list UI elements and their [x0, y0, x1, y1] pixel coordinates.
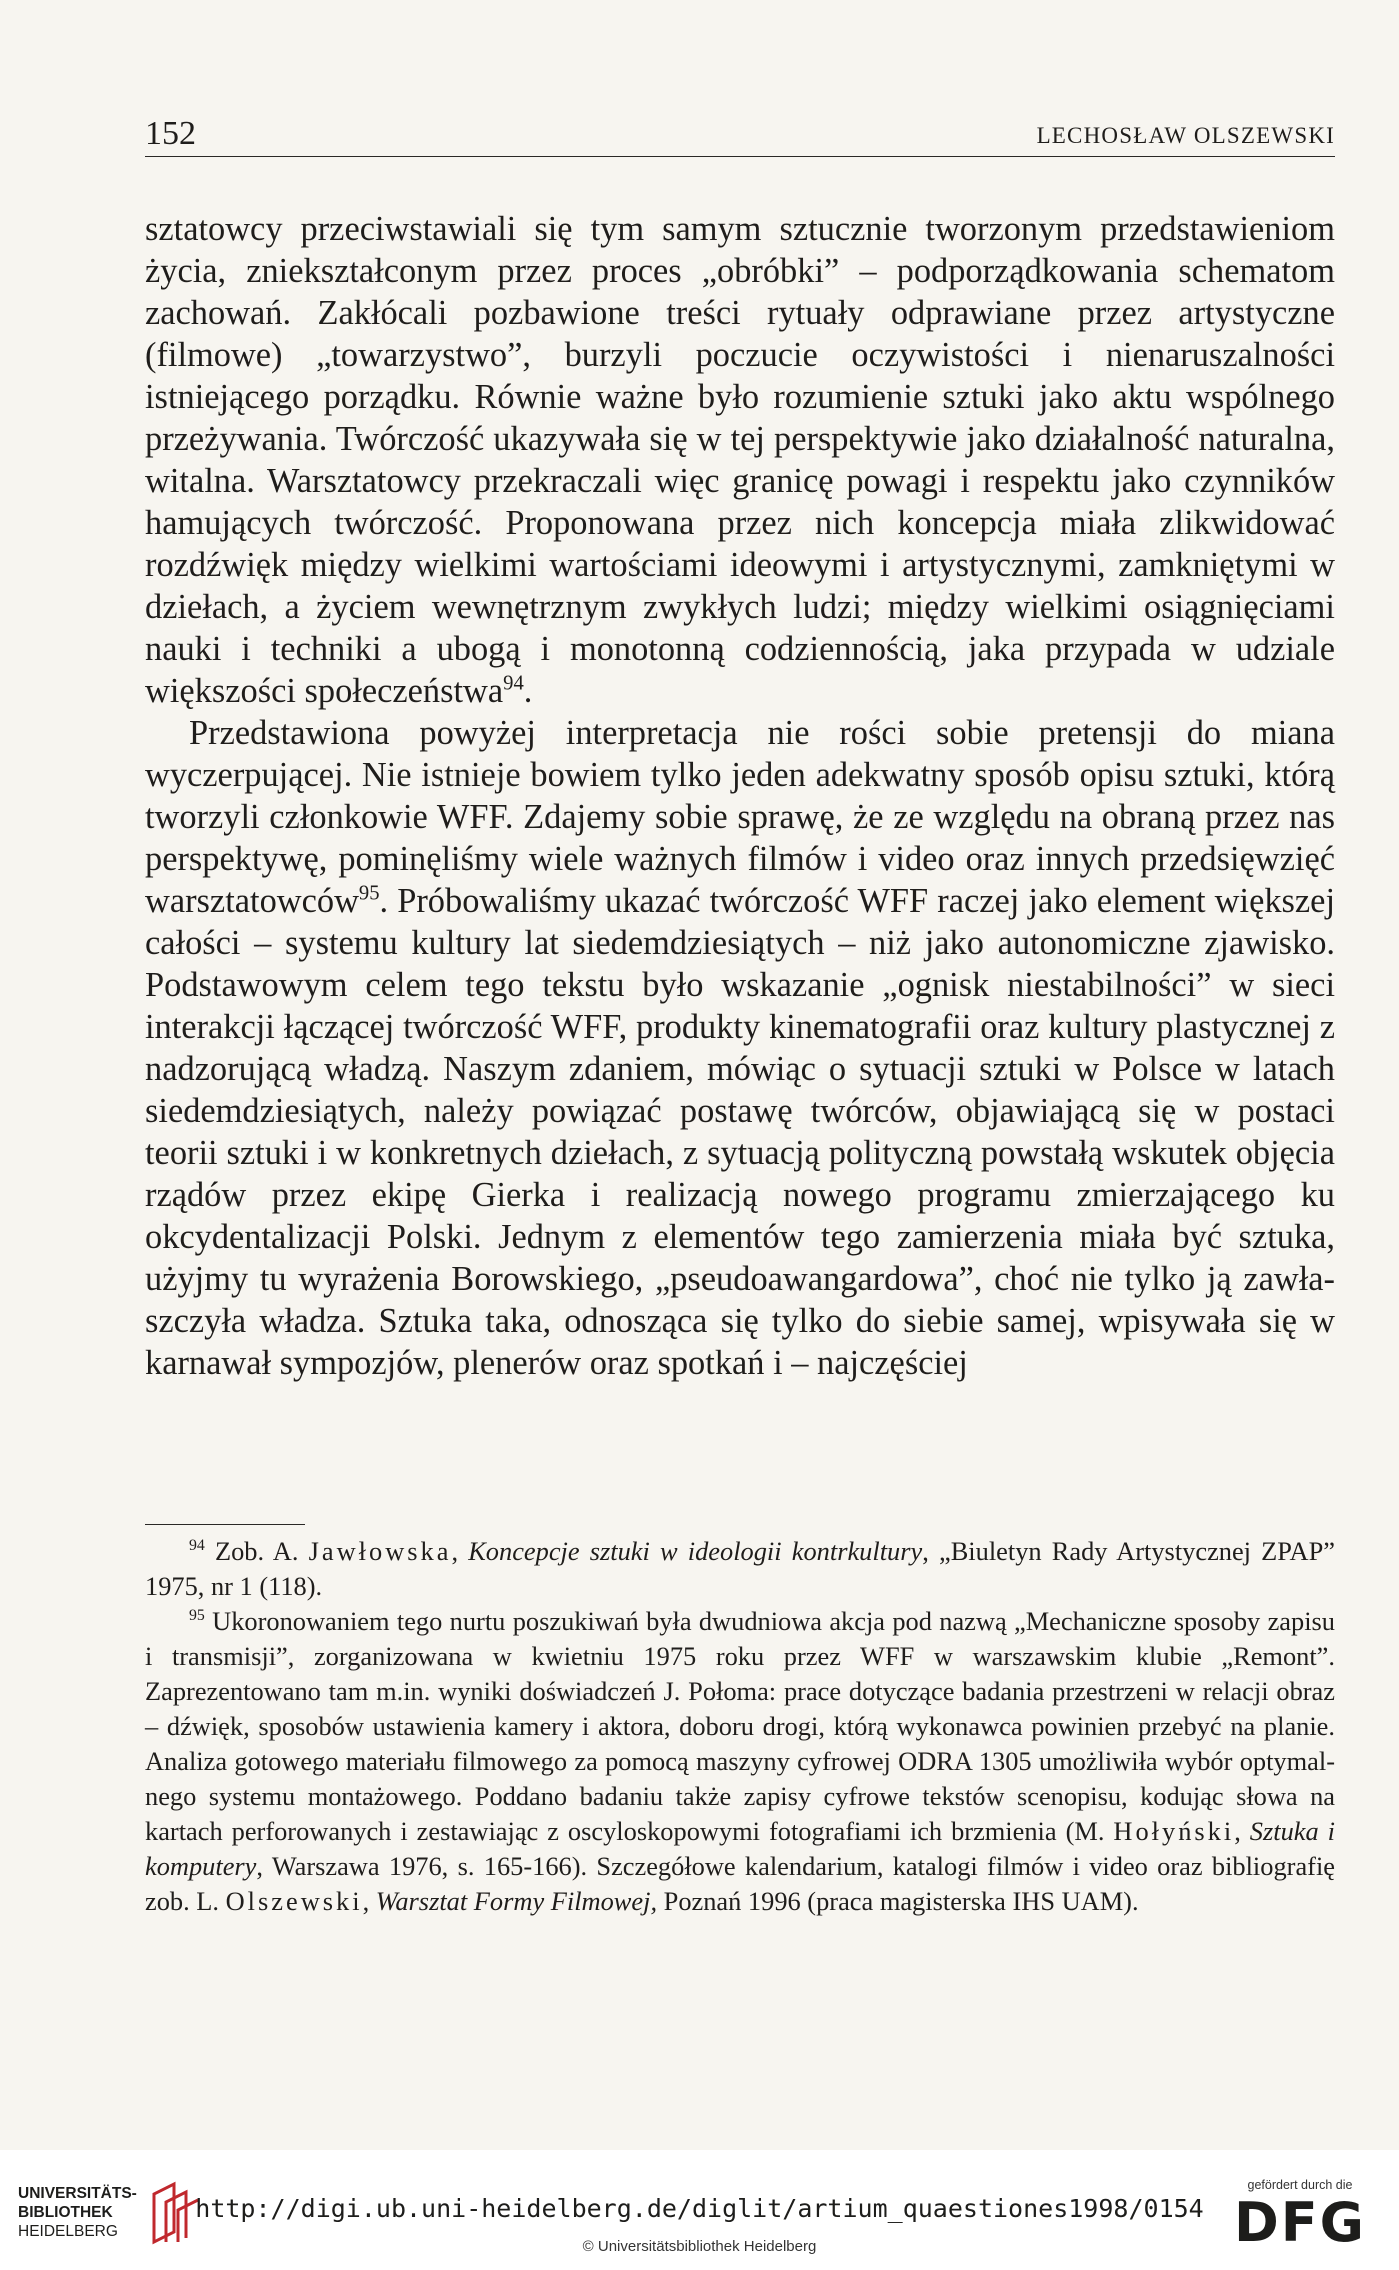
footnote-95-title-1: Sztuka i komputery: [145, 1816, 1335, 1881]
footnote-95-text-5: Poznań 1996 (praca magisterska IHS UAM).: [657, 1886, 1139, 1916]
footnote-95-author-1: Hołyński: [1113, 1816, 1235, 1846]
footnote-ref-94[interactable]: 94: [503, 672, 524, 695]
funder-name: DFG: [1233, 2191, 1367, 2254]
footnote-94-text-2: ,: [451, 1536, 469, 1566]
footnote-95-author-2: Olszewski: [225, 1886, 363, 1916]
footnote-94-author: Jawłowska: [308, 1536, 452, 1566]
footnote-95-text-1: Ukoronowaniem tego nurtu poszukiwań była dwudniowa akcja pod nazwą „Mechaniczne sposoby zapisu i transmisji”, zorganizowana w kwietniu 1975 roku przez WFF w warszawskim klubie „Remont”. Zaprezentowano tam m.in. wyniki doświadczeń J. Połoma: prace dotyczące badania przestrzeni w relacji obraz – dźwięk, sposobów ustawienia kamery i aktora, doboru drogi, którą wykonawca powinien przebyć na planie. Analiza gotowego materiału filmowego za pomocą maszyny cyfrowej ODRA 1305 umożliwiła wybór optymalnego systemu montażowego. Poddano badaniu także zapisy cyfrowe tekstów scenopisu, kodując słowa na kartach perforowanych i zestawiając z oscyloskopowymi fotografiami ich brzmienia (M.: [145, 1606, 1335, 1846]
dfg-logo[interactable]: [1225, 2178, 1375, 2258]
footnote-95: [145, 1604, 1335, 1919]
footnote-94-text-1: Zob. A.: [204, 1536, 309, 1566]
page-header: [145, 112, 1335, 157]
footnote-95-number: 95: [189, 1607, 205, 1625]
library-name-line-2: BIBLIOTHEK: [18, 2204, 113, 2221]
permalink-url[interactable]: http://digi.ub.uni-heidelberg.de/diglit/artium_quaestiones1998/0154: [195, 2194, 1204, 2223]
footnote-divider: [145, 1524, 305, 1525]
digitization-footer: [0, 2150, 1399, 2270]
paragraph-2-text-a: Przedstawiona powyżej interpretacja nie rości sobie pretensji do miana wyczerpującej. Nie istnieje bowiem tylko jeden adekwatny sposób opisu sztuki, którą tworzyli członkowie WFF. Zdajemy sobie sprawę, że ze względu na obraną przez nas perspektywę, pominęliśmy wiele ważnych filmów i video oraz innych przedsięwzięć warsztatowców: [145, 714, 1335, 920]
copyright-notice: © Universitätsbibliothek Heidelberg: [582, 2238, 817, 2255]
footnote-94-text-3: , „Biuletyn Rady Artystycznej ZPAP” 1975, nr 1 (118).: [145, 1536, 1336, 1601]
footnote-94-number: 94: [189, 1537, 205, 1555]
footnote-95-text-4: ,: [362, 1886, 376, 1916]
paragraph-2: [145, 712, 1335, 1384]
page-number: 152: [145, 115, 196, 152]
library-name-line-1: UNIVERSITÄTS-: [18, 2185, 137, 2202]
footnote-ref-95[interactable]: 95: [358, 882, 380, 905]
paragraph-1: [145, 208, 1335, 712]
footnote-95-title-2: Warsztat Formy Filmowej,: [375, 1886, 658, 1916]
footnotes: [145, 1534, 1335, 1919]
funder-caption: gefördert durch die: [1247, 2178, 1353, 2192]
footnote-94-title: Koncepcje sztuki w ideologii kontrkultury: [468, 1536, 923, 1566]
footnote-94: [145, 1534, 1335, 1604]
main-text: [145, 208, 1335, 1384]
running-head-author: LECHOSŁAW OLSZEWSKI: [1036, 123, 1335, 148]
paragraph-2-text-b: . Próbowaliśmy ukazać twórczość WFF raczej jako element większej całości – systemu kultury lat siedemdziesiątych – niż jako autonomiczne zjawisko. Podstawowym celem tego tekstu było wskazanie „ognisk niestabilności” w sieci interakcji łączącej twórczość WFF, produkty kinematografii oraz kultury plastycznej z nadzorującą władzą. Naszym zdaniem, mówiąc o sytuacji sztuki w Polsce w latach siedemdziesiątych, należy powiązać postawę twórców, objawiającą się w postaci teorii sztuki i w konkretnych dziełach, z sytuacją polityczną powstałą wskutek objęcia rządów przez ekipę Gierka i realizacją nowego programu zmierzającego ku okcydentalizacji Polski. Jednym z elementów tego zamierzenia miała być sztuka, użyjmy tu wyrażenia Borowskiego, „pseudoawangardowa”, choć nie tylko ją zawłaszczyła władza. Sztuka taka, odnosząca się tylko do siebie samej, wpisywała się w karnawał sympozjów, plenerów oraz spotkań i – najczęściej: [145, 882, 1335, 1382]
footnote-95-text-2: ,: [1234, 1816, 1250, 1846]
library-name-line-3: HEIDELBERG: [18, 2223, 118, 2240]
paragraph-1-text: sztatowcy przeciwstawiali się tym samym sztucznie tworzonym przedstawieniom życia, zniekształconym przez proces „obróbki” – podporządkowania schematom zachowań. Zakłócali pozbawione treści rytuały odprawiane przez artystyczne (filmowe) „towarzystwo”, burzyli poczucie oczywistości i nienaruszalności istniejącego porządku. Równie ważne było rozumienie sztuki jako aktu wspólnego przeżywania. Twórczość ukazywała się w tej perspektywie jako działalność naturalna, witalna. Warsztatowcy przekraczali więc granicę powagi i respektu jako czynników hamujących twórczość. Proponowana przez nich koncepcja miała zlikwidować rozdźwięk między wielkimi wartościami ideowymi i artystycznymi, zamkniętymi w dziełach, a życiem wewnętrznym zwykłych ludzi; między wielkimi osiągnięciami nauki i techniki a ubogą i monotonną codziennością, jaka przypada w udziale większości społeczeństwa: [145, 210, 1335, 710]
footnote-95-text-3: , Warszawa 1976, s. 165-166). Szczegółowe kalendarium, katalogi filmów i video oraz bibliografię zob. L.: [145, 1851, 1335, 1916]
paragraph-1-end: .: [523, 672, 533, 710]
